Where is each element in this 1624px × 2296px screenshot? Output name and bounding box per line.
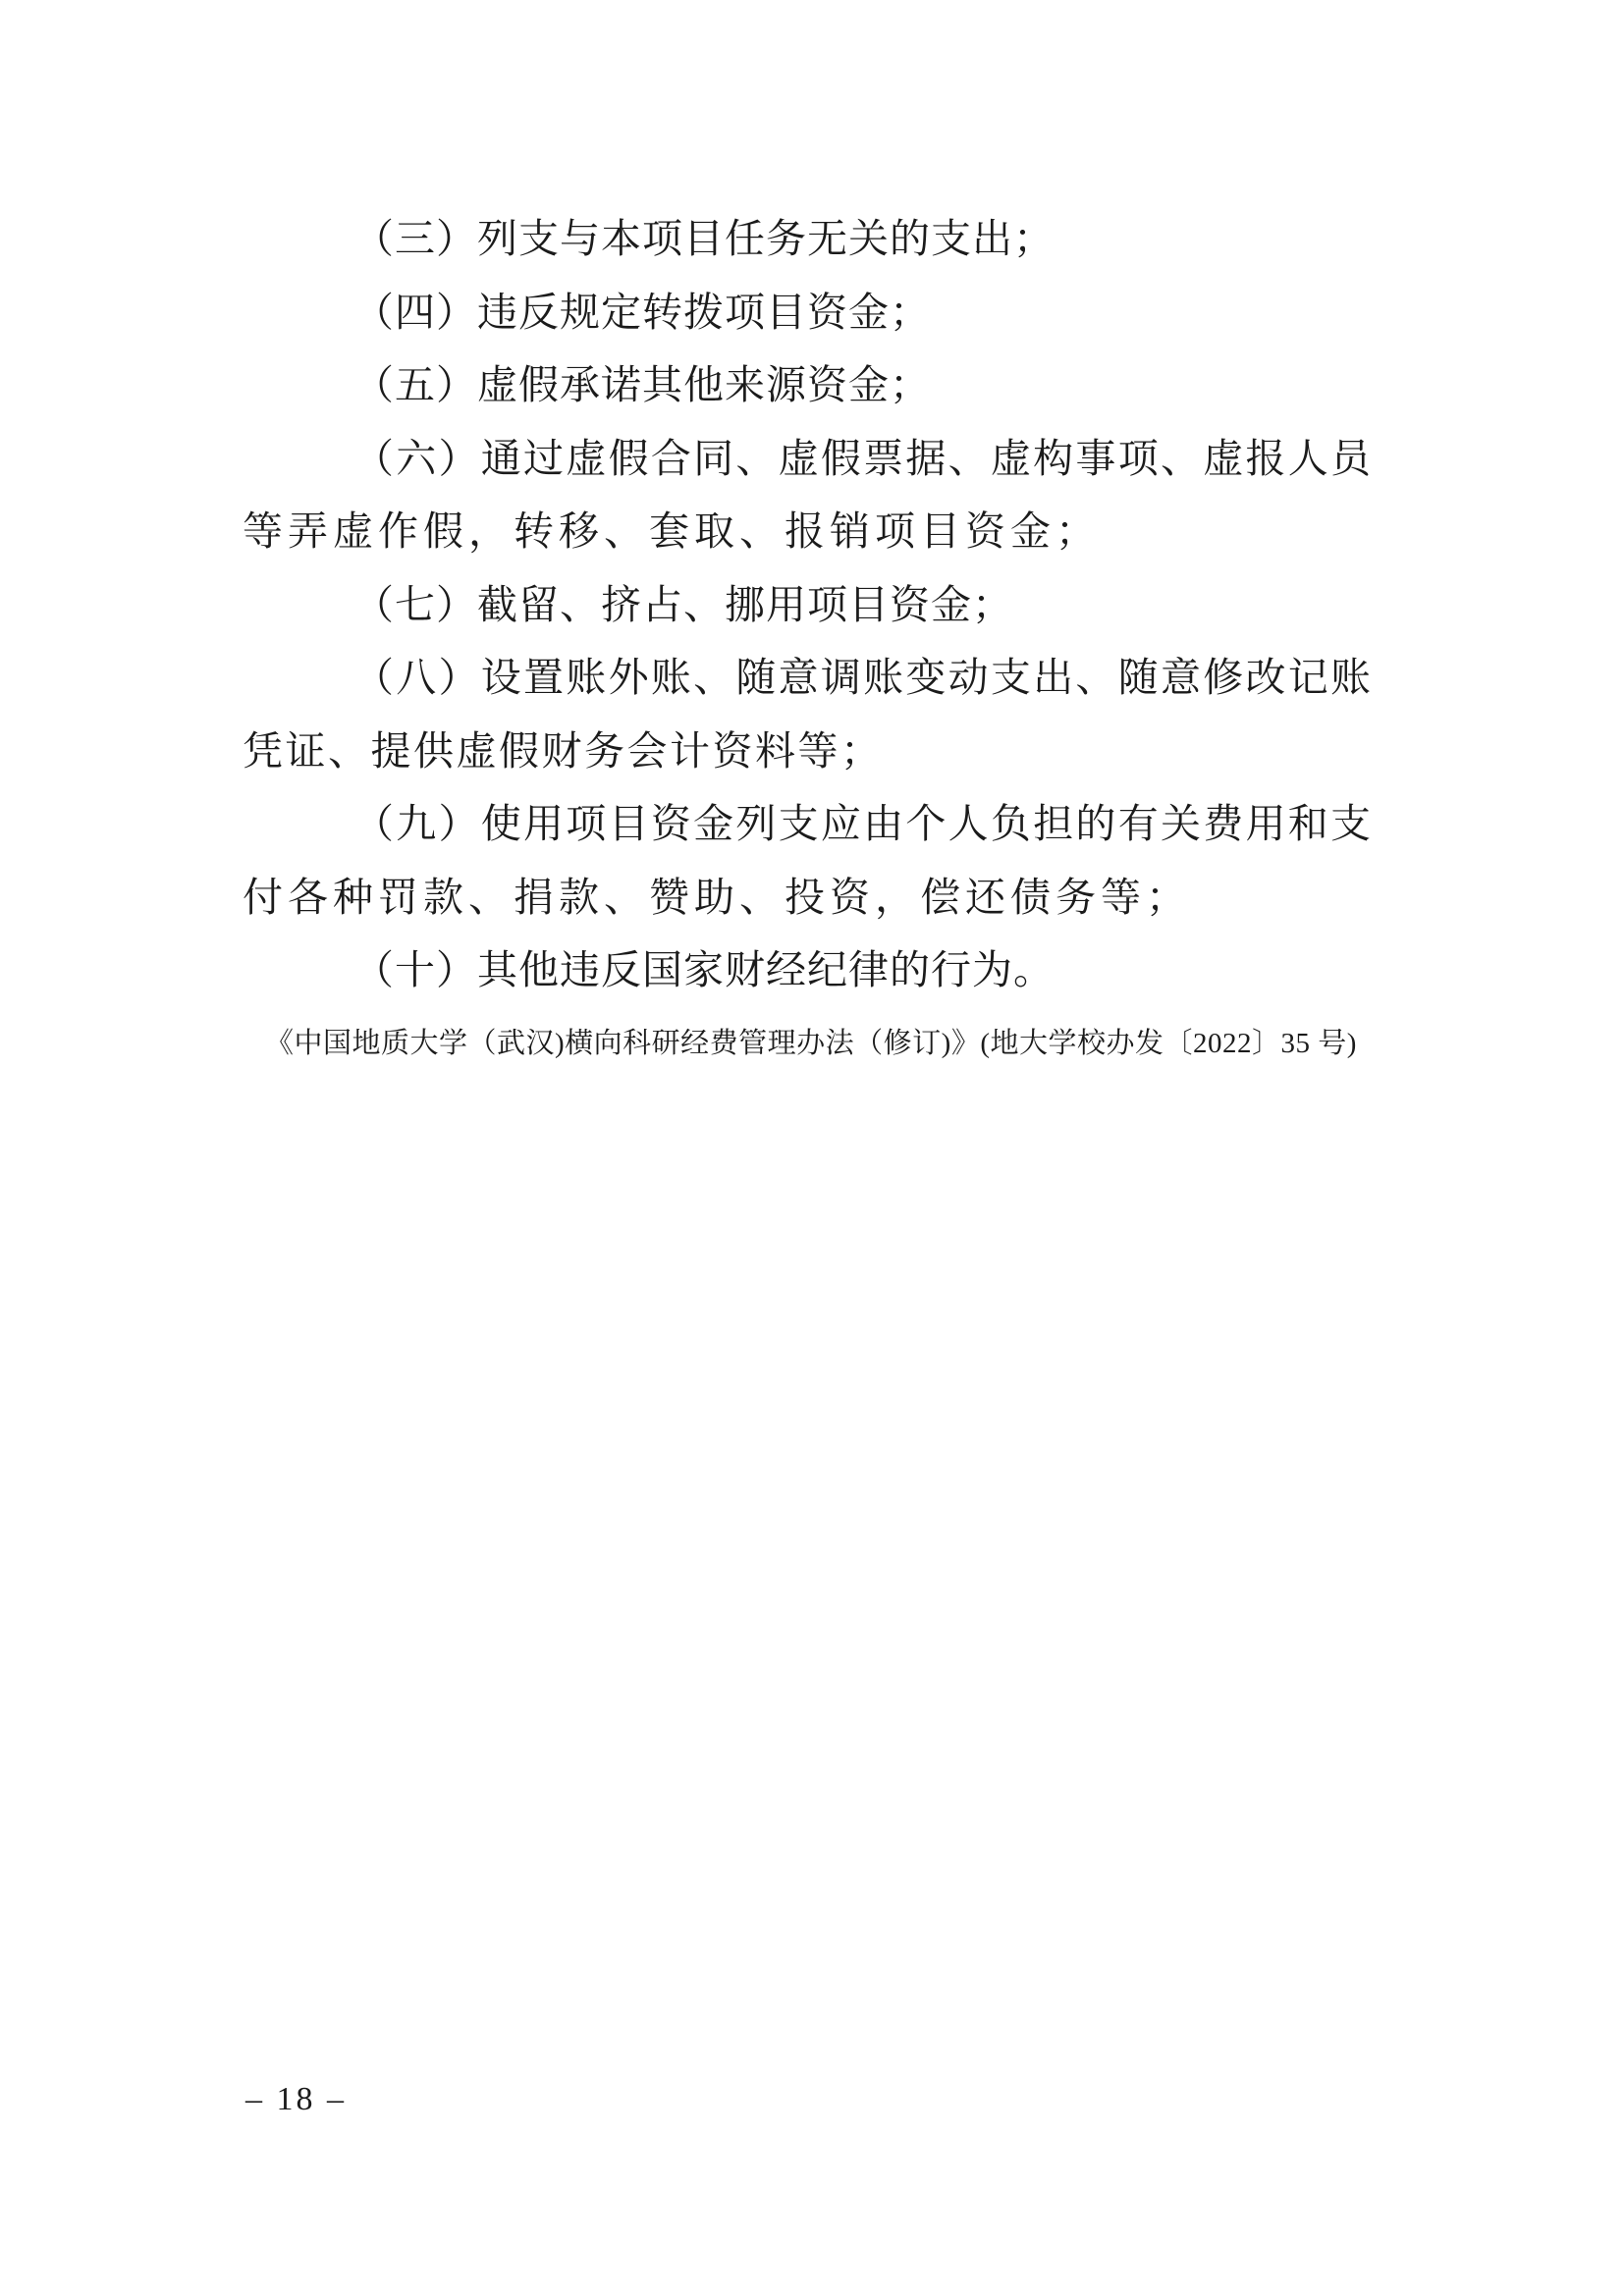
list-item-6-line-1: （六）通过虚假合同、虚假票据、虚构事项、虚报人员: [353, 435, 1372, 481]
list-item-5: （五）虚假承诺其他来源资金；: [353, 362, 931, 407]
list-item-10: （十）其他违反国家财经纪律的行为。: [353, 947, 1055, 992]
list-item-8-line-1: （八）设置账外账、随意调账变动支出、随意修改记账: [353, 655, 1372, 700]
list-item-9-line-2: 付各种罚款、捐款、赞助、投资，偿还债务等；: [243, 874, 1191, 920]
list-item-9-line-1: （九）使用项目资金列支应由个人负担的有关费用和支: [353, 801, 1372, 846]
list-item-6-line-2: 等弄虚作假，转移、套取、报销项目资金；: [243, 508, 1101, 554]
page-number: – 18 –: [245, 2081, 347, 2117]
list-item-3: （三）列支与本项目任务无关的支出；: [353, 216, 1055, 261]
citation-source: 《中国地质大学（武汉)横向科研经费管理办法（修订)》(地大学校办发〔2022〕35 号): [265, 1028, 1357, 1059]
list-item-8-line-2: 凭证、提供虚假财务会计资料等；: [243, 727, 884, 774]
list-item-7: （七）截留、挤占、挪用项目资金；: [353, 581, 1013, 627]
regulation-list: [243, 202, 1372, 1007]
list-item-4: （四）违反规定转拨项目资金；: [353, 289, 931, 335]
